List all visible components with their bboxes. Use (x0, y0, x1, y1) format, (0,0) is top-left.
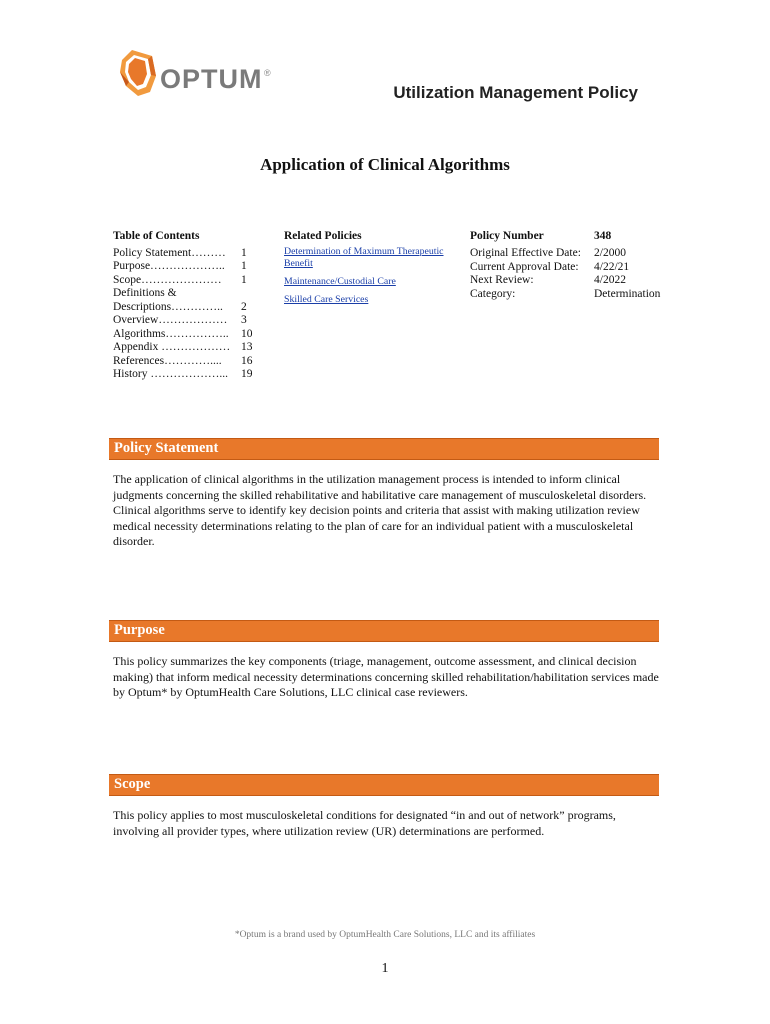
related-policies-heading: Related Policies (284, 230, 362, 242)
toc-item-page: 2 (241, 300, 247, 313)
policy-number-label: Policy Number (470, 230, 544, 242)
next-review-label: Next Review: (470, 274, 534, 287)
toc-item-page: 13 (241, 341, 253, 353)
related-policies (284, 230, 454, 312)
toc-row[interactable] (113, 301, 261, 315)
policy-info (470, 230, 660, 302)
policy-number-value: 348 (594, 230, 612, 242)
table-of-contents (113, 230, 261, 382)
toc-item-page (241, 287, 261, 301)
toc-item-page: 1 (241, 246, 247, 259)
toc-item-page: 16 (241, 354, 253, 367)
optum-logo (116, 46, 276, 102)
toc-item-page: 10 (241, 327, 253, 340)
toc-item-page: 1 (241, 273, 247, 286)
scope-header (109, 774, 659, 796)
toc-heading: Table of Contents (113, 230, 200, 242)
optum-logo-icon (116, 46, 160, 102)
toc-row[interactable] (113, 314, 261, 328)
toc-item-label: Overview……………… (113, 314, 228, 326)
category-value: Determination (594, 288, 661, 301)
brand-name: OPTUM (160, 64, 263, 94)
doc-type-heading: Utilization Management Policy (393, 83, 638, 102)
registered-mark: ® (264, 68, 271, 78)
policy-statement-text: The application of clinical algorithms in the utilization management process is intended to inform clinical judgments concerning the skilled rehabilitative and habilitative care management of musculoskeletal disorders. Clinical algorithms serve to identify key decision points and criteria that assist with making utilization review medical necessity determinations relating to the plan of care for an individual patient with a musculoskeletal disorder. (113, 472, 647, 548)
purpose-text: This policy summarizes the key components (triage, management, outcome assessment, and clinical decision making) that inform medical necessity determinations concerning skilled rehabilitation/habilitation services made by Optum* by OptumHealth Care Solutions, LLC clinical case reviewers. (113, 654, 659, 699)
policy-statement-header (109, 438, 659, 460)
toc-row[interactable] (113, 368, 261, 382)
toc-row[interactable] (113, 341, 261, 355)
toc-row[interactable] (113, 287, 261, 301)
scope-title: Scope (114, 776, 151, 792)
category-label: Category: (470, 288, 516, 301)
related-link-maintenance-custodial-care[interactable]: Maintenance/Custodial Care (284, 276, 396, 287)
toc-item-page: 1 (241, 260, 247, 272)
toc-row[interactable] (113, 328, 261, 342)
toc-row[interactable] (113, 260, 261, 274)
toc-item-label: Scope………………… (113, 273, 222, 286)
purpose-title: Purpose (114, 622, 165, 638)
footnote: *Optum is a brand used by OptumHealth Care Solutions, LLC and its affiliates (234, 930, 536, 940)
current-approval-date-label: Current Approval Date: (470, 260, 579, 273)
toc-item-page: 3 (241, 314, 247, 326)
toc-item-label: Descriptions………….. (113, 300, 223, 313)
toc-item-label: Definitions & (113, 287, 177, 299)
toc-row[interactable] (113, 274, 261, 288)
next-review-value: 4/2022 (594, 274, 626, 287)
toc-item-label: Algorithms…………….. (113, 327, 229, 340)
scope-text: This policy applies to most musculoskeletal conditions for designated “in and out of network” programs, involving all provider types, where utilization review (UR) determinations are performed. (113, 808, 616, 838)
toc-item-label: History ………………... (113, 368, 228, 380)
original-effective-date-value: 2/2000 (594, 246, 626, 259)
toc-item-label: Purpose……………….. (113, 260, 225, 272)
current-approval-date-value: 4/22/21 (594, 260, 630, 273)
page-number: 1 (381, 961, 389, 976)
toc-item-label: Appendix ……………… (113, 341, 231, 353)
toc-row[interactable] (113, 247, 261, 261)
related-link-max-therapeutic-benefit[interactable]: Determination of Maximum Therapeutic Benefit (284, 246, 444, 269)
original-effective-date-label: Original Effective Date: (470, 246, 581, 259)
purpose-header (109, 620, 659, 642)
toc-item-label: Policy Statement……… (113, 246, 226, 259)
toc-row[interactable] (113, 355, 261, 369)
toc-item-page: 19 (241, 368, 253, 380)
page-title: Application of Clinical Algorithms (260, 155, 510, 174)
policy-statement-title: Policy Statement (114, 440, 219, 456)
related-link-skilled-care-services[interactable]: Skilled Care Services (284, 294, 369, 305)
toc-item-label: References………….... (113, 354, 222, 367)
